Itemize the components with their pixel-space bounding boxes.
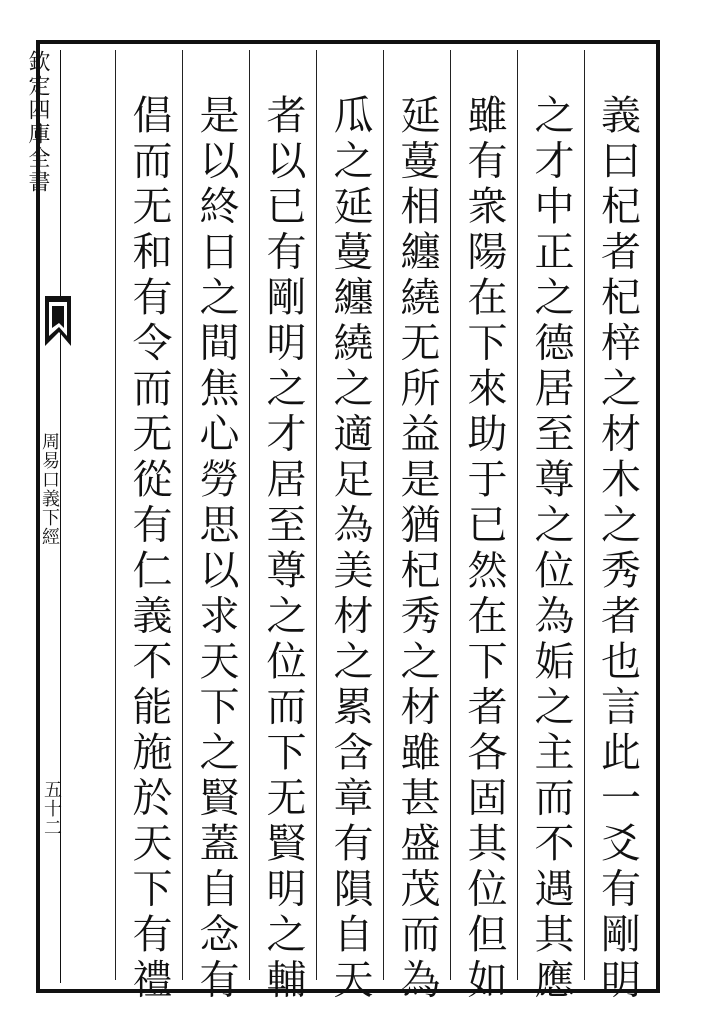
text-column-1 <box>584 50 650 1004</box>
text-column-4 <box>383 50 450 1004</box>
book-title: 周易口義下經 <box>39 432 60 546</box>
column-text: 義曰杞者杞梓之材木之秀者也言此一爻有剛明 <box>594 94 641 1004</box>
column-text: 倡而无和有令而无從有仁義不能施於天下有禮 <box>126 94 172 1004</box>
column-text: 是以終日之間焦心勞思以求天下之賢蓋自念有 <box>193 94 239 1004</box>
margin-gap <box>60 50 115 980</box>
column-text: 者以已有剛明之才居至尊之位而下无賢明之輔 <box>260 94 306 1004</box>
column-text: 瓜之延蔓纏繞之適足為美材之累含章有隕自天 <box>327 94 373 1004</box>
text-column-5 <box>316 50 383 1004</box>
library-title: 欽定四庫全書 <box>25 50 50 194</box>
text-column-3 <box>450 50 517 1004</box>
column-text: 延蔓相纏繞无所益是猶杞秀之材雖甚盛茂而為 <box>394 94 440 1004</box>
column-text: 之才中正之德居至尊之位為姤之主而不遇其應 <box>528 94 574 1004</box>
text-column-8 <box>115 50 182 1004</box>
text-column-2 <box>517 50 584 1004</box>
page-number: 五十二 <box>41 780 62 837</box>
column-text: 雖有衆陽在下來助于已然在下者各固其位但如 <box>461 94 507 1004</box>
text-column-6 <box>249 50 316 1004</box>
text-column-7 <box>182 50 249 1004</box>
